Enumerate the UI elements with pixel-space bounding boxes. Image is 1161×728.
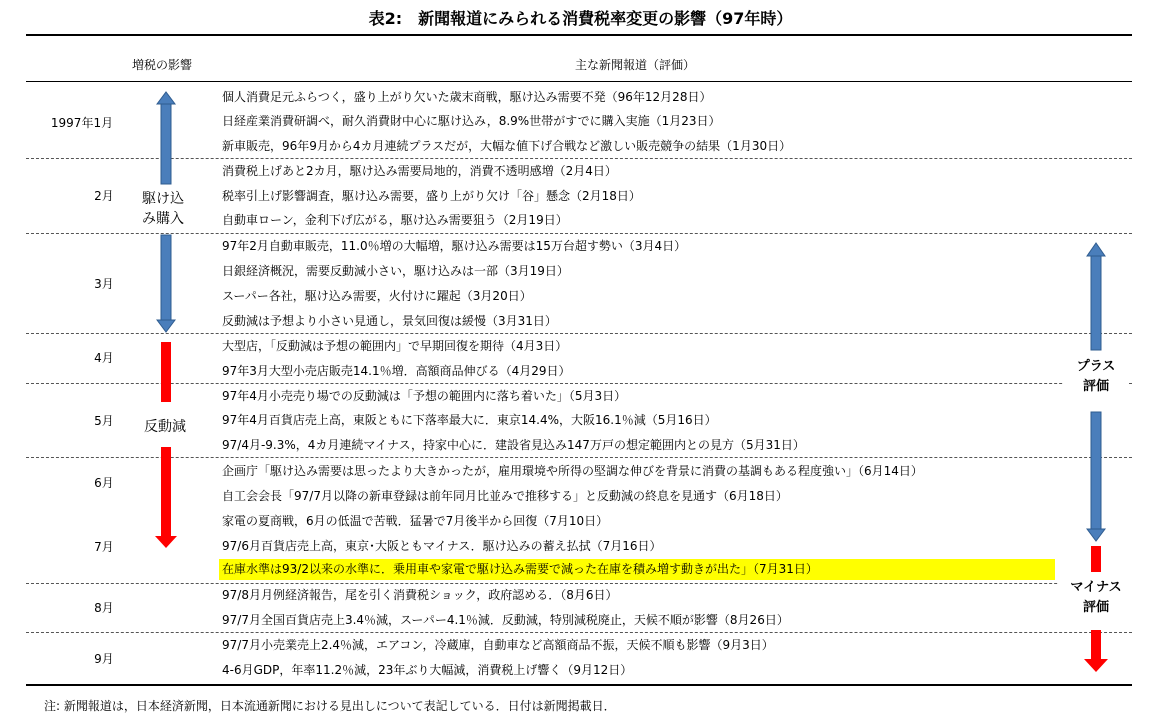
month-label: 4月 xyxy=(94,351,114,365)
bottom-rule xyxy=(26,684,1132,686)
news-item: 消費税上げあと2カ月，駆け込み需要局地的，消費不透明感増（2月4日） xyxy=(222,164,617,178)
backlash-label: 反動減 xyxy=(132,417,198,437)
news-item: 反動減は予想より小さい見通し，景気回復は緩慢（3月31日） xyxy=(222,314,557,328)
month-label: 1997年1月 xyxy=(50,116,114,130)
news-item: 97年3月大型小売店販売14.1％増．高額商品伸びる（4月29日） xyxy=(222,364,571,378)
month-label: 7月 xyxy=(94,540,114,554)
backlash-down-arrow xyxy=(155,342,177,548)
rush-purchase-label: 駆け込 み購入 xyxy=(132,189,194,229)
header-impact: 増税の影響 xyxy=(132,58,193,72)
plus-evaluation-label: プラス 評価 xyxy=(1064,357,1128,397)
news-item: 97/4月-9.3%，4カ月連続マイナス，持家中心に．建設省見込み147万戸の想定範囲内との見方（5月31日） xyxy=(222,438,805,452)
news-item: 自工会会長「97/7月以降の新車登録は前年同月比並みで推移する」と反動減の終息を見通す（6月18日） xyxy=(222,489,788,503)
news-item: 大型店，「反動減は予想の範囲内」で早期回復を期待（4月3日） xyxy=(222,339,568,353)
news-item: 97年4月小売売り場での反動減は「予想の範囲内に落ち着いた」（5月3日） xyxy=(222,389,627,403)
news-item-highlighted: 在庫水準は93/2以来の水準に．乗用車や家電で駆け込み需要で減った在庫を積み増す動きが出た」（7月31日） xyxy=(219,559,1055,580)
news-item: 97/7月小売業売上2.4％減，エアコン，冷蔵庫，自動車など高額商品不振，天候不順も影響（9月3日） xyxy=(222,638,774,652)
month-label: 8月 xyxy=(94,601,114,615)
minus-evaluation-label: マイナス 評価 xyxy=(1058,578,1134,618)
news-item: 97年4月百貨店売上高，東阪ともに下落率最大に．東京14.4%，大阪16.1％減（5月16日） xyxy=(222,413,717,427)
news-item: 税率引上げ影響調査，駆け込み需要，盛り上がり欠け「谷」懸念（2月18日） xyxy=(222,189,641,203)
header-news: 主な新聞報道（評価） xyxy=(575,58,696,72)
news-item: 自動車ローン，金利下げ広がる，駆け込み需要狙う（2月19日） xyxy=(222,213,568,227)
month-label: 6月 xyxy=(94,476,114,490)
news-item: 97/7月全国百貨店売上3.4％減，スーパー4.1％減．反動減，特別減税廃止，天候不順が影響（8月26日） xyxy=(222,613,789,627)
news-item: 家電の夏商戦，6月の低温で苦戦．猛暑で7月後半から回復（7月10日） xyxy=(222,514,609,528)
news-item: 97/6月百貨店売上高，東京･大阪ともマイナス．駆け込みの蓄え払拭（7月16日） xyxy=(222,539,662,553)
month-label: 2月 xyxy=(94,189,114,203)
footnote: 注: 新聞報道は，日本経済新聞，日本流通新聞における見出しについて表記している．日付は新聞掲載日． xyxy=(44,699,616,713)
news-item: 97/8月月例経済報告，尾を引く消費税ショック，政府認める．（8月6日） xyxy=(222,588,618,602)
month-label: 9月 xyxy=(94,652,114,666)
page-title: 表2: 新聞報道にみられる消費税率変更の影響（97年時） xyxy=(368,9,793,28)
news-item: 日経産業消費研調べ，耐久消費財中心に駆け込み，8.9%世帯がすでに購入実施（1月23日） xyxy=(222,114,721,128)
news-item: 新車販売，96年9月から4カ月連続プラスだが，大幅な値下げ合戦など激しい販売競争の結果（1月30日） xyxy=(222,139,792,153)
news-item: スーパー各社，駆け込み需要，火付けに躍起（3月20日） xyxy=(222,289,532,303)
month-label: 5月 xyxy=(94,414,114,428)
news-item: 企画庁「駆け込み需要は思ったより大きかったが，雇用環境や所得の堅調な伸びを背景に消費の基調もある程度強い」（6月14日） xyxy=(222,464,923,478)
news-item: 97年2月自動車販売，11.0％増の大幅増，駆け込み需要は15万台超す勢い（3月4日） xyxy=(222,239,687,253)
news-item: 個人消費足元ふらつく，盛り上がり欠いた歳末商戦，駆け込み需要不発（96年12月28日） xyxy=(222,90,712,104)
month-label: 3月 xyxy=(94,277,114,291)
news-item: 4-6月GDP，年率11.2％減，23年ぶり大幅減，消費税上げ響く（9月12日） xyxy=(222,663,633,677)
news-item: 日銀経済概況，需要反動減小さい，駆け込みは一部（3月19日） xyxy=(222,264,569,278)
